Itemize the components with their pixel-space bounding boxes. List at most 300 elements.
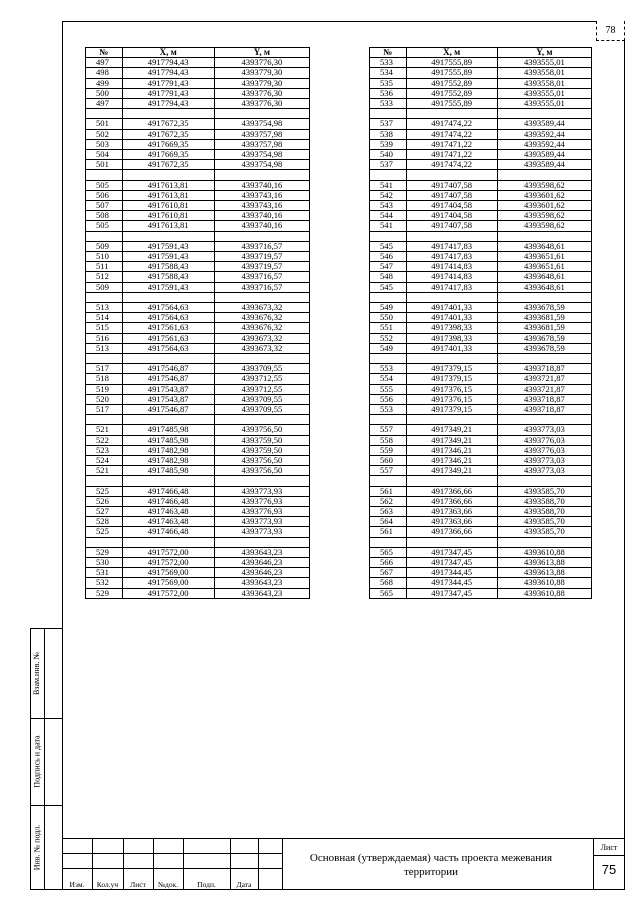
table-row — [86, 374, 310, 384]
y-coordinate: 4393588,70 — [497, 496, 591, 506]
y-coordinate: 4393759,50 — [214, 435, 309, 445]
y-coordinate: 4393718,87 — [497, 394, 591, 404]
table-row — [86, 150, 310, 160]
table-row — [86, 119, 310, 129]
point-number: 550 — [370, 313, 407, 323]
table-row — [370, 578, 592, 588]
point-number: 564 — [370, 517, 407, 527]
point-number: 512 — [86, 272, 123, 282]
x-coordinate: 4917572,00 — [122, 588, 214, 598]
x-coordinate: 4917463,48 — [122, 517, 214, 527]
y-coordinate: 4393740,16 — [214, 211, 309, 221]
sheet-label: Лист — [600, 843, 618, 852]
y-coordinate: 4393773,03 — [497, 425, 591, 435]
point-number: 535 — [370, 78, 407, 88]
point-number: 545 — [370, 282, 407, 292]
table-row — [370, 558, 592, 568]
x-coordinate: 4917474,22 — [406, 119, 497, 129]
point-number: 548 — [370, 272, 407, 282]
x-coordinate: 4917363,66 — [406, 507, 497, 517]
point-number: 545 — [370, 241, 407, 251]
point-number: 530 — [86, 558, 123, 568]
x-coordinate: 4917347,45 — [406, 547, 497, 557]
table-row — [370, 343, 592, 353]
y-coordinate: 4393779,30 — [214, 68, 309, 78]
group-spacer — [86, 170, 310, 180]
table-row — [370, 78, 592, 88]
x-coordinate: 4917588,43 — [122, 262, 214, 272]
table-row — [370, 323, 592, 333]
point-number: 541 — [370, 221, 407, 231]
point-number: 511 — [86, 262, 123, 272]
y-coordinate: 4393555,01 — [497, 58, 591, 68]
y-coordinate: 4393718,87 — [497, 364, 591, 374]
x-coordinate: 4917669,35 — [122, 150, 214, 160]
point-number: 559 — [370, 445, 407, 455]
group-spacer — [370, 476, 592, 486]
table-row — [370, 425, 592, 435]
point-number: 561 — [370, 486, 407, 496]
point-number: 524 — [86, 456, 123, 466]
x-coordinate: 4917466,48 — [122, 486, 214, 496]
table-row — [86, 201, 310, 211]
table-row — [86, 139, 310, 149]
y-coordinate: 4393613,88 — [497, 558, 591, 568]
x-coordinate: 4917485,98 — [122, 425, 214, 435]
table-row — [86, 282, 310, 292]
table-row — [370, 211, 592, 221]
y-coordinate: 4393756,50 — [214, 456, 309, 466]
x-coordinate: 4917543,87 — [122, 394, 214, 404]
table-row — [86, 303, 310, 313]
table-row — [370, 568, 592, 578]
x-coordinate: 4917366,66 — [406, 496, 497, 506]
x-coordinate: 4917546,87 — [122, 364, 214, 374]
point-number: 509 — [86, 241, 123, 251]
table-row — [370, 272, 592, 282]
point-number: 522 — [86, 435, 123, 445]
y-coordinate: 4393757,98 — [214, 129, 309, 139]
page-number-top: 78 — [596, 21, 625, 41]
y-coordinate: 4393678,59 — [497, 303, 591, 313]
y-coordinate: 4393681,59 — [497, 313, 591, 323]
group-spacer — [86, 109, 310, 119]
y-coordinate: 4393585,70 — [497, 527, 591, 537]
point-number: 567 — [370, 568, 407, 578]
x-coordinate: 4917346,21 — [406, 456, 497, 466]
y-coordinate: 4393589,44 — [497, 150, 591, 160]
point-number: 537 — [370, 119, 407, 129]
y-coordinate: 4393719,57 — [214, 262, 309, 272]
table-row — [86, 578, 310, 588]
table-row — [86, 323, 310, 333]
y-coordinate: 4393756,50 — [214, 466, 309, 476]
point-number: 529 — [86, 588, 123, 598]
point-number: 526 — [86, 496, 123, 506]
y-coordinate: 4393643,23 — [214, 588, 309, 598]
point-number: 543 — [370, 201, 407, 211]
x-coordinate: 4917474,22 — [406, 129, 497, 139]
point-number: 505 — [86, 180, 123, 190]
y-coordinate: 4393592,44 — [497, 139, 591, 149]
y-coordinate: 4393598,62 — [497, 211, 591, 221]
y-coordinate: 4393754,98 — [214, 160, 309, 170]
tb-label-data: Дата — [236, 880, 252, 889]
point-number: 501 — [86, 119, 123, 129]
table-row — [370, 129, 592, 139]
x-coordinate: 4917463,48 — [122, 507, 214, 517]
x-coordinate: 4917363,66 — [406, 517, 497, 527]
table-row — [370, 201, 592, 211]
point-number: 525 — [86, 486, 123, 496]
x-coordinate: 4917376,15 — [406, 384, 497, 394]
point-number: 541 — [370, 180, 407, 190]
table-row — [370, 139, 592, 149]
point-number: 508 — [86, 211, 123, 221]
point-number: 558 — [370, 435, 407, 445]
group-spacer — [86, 231, 310, 241]
y-coordinate: 4393555,01 — [497, 88, 591, 98]
x-coordinate: 4917398,33 — [406, 323, 497, 333]
x-coordinate: 4917349,21 — [406, 466, 497, 476]
table-row — [370, 241, 592, 251]
point-number: 547 — [370, 262, 407, 272]
table-row — [370, 588, 592, 598]
y-coordinate: 4393681,59 — [497, 323, 591, 333]
y-coordinate: 4393776,30 — [214, 99, 309, 109]
point-number: 553 — [370, 364, 407, 374]
point-number: 540 — [370, 150, 407, 160]
y-coordinate: 4393719,57 — [214, 252, 309, 262]
group-spacer — [370, 292, 592, 302]
table-row — [86, 435, 310, 445]
point-number: 560 — [370, 456, 407, 466]
document-title: Основная (утверждаемая) часть проекта межевания территории — [309, 852, 553, 878]
x-coordinate: 4917407,58 — [406, 180, 497, 190]
point-number: 505 — [86, 221, 123, 231]
y-coordinate: 4393585,70 — [497, 517, 591, 527]
table-row — [86, 68, 310, 78]
point-number: 534 — [370, 68, 407, 78]
x-coordinate: 4917791,43 — [122, 78, 214, 88]
y-coordinate: 4393759,50 — [214, 445, 309, 455]
x-coordinate: 4917794,43 — [122, 68, 214, 78]
x-coordinate: 4917344,45 — [406, 578, 497, 588]
point-number: 557 — [370, 466, 407, 476]
table-row — [86, 221, 310, 231]
group-spacer — [86, 415, 310, 425]
point-number: 549 — [370, 303, 407, 313]
x-coordinate: 4917791,43 — [122, 88, 214, 98]
y-coordinate: 4393721,87 — [497, 374, 591, 384]
table-row — [86, 394, 310, 404]
table-row — [86, 496, 310, 506]
point-number: 553 — [370, 405, 407, 415]
y-coordinate: 4393776,30 — [214, 88, 309, 98]
x-coordinate: 4917349,21 — [406, 435, 497, 445]
y-coordinate: 4393648,61 — [497, 272, 591, 282]
y-coordinate: 4393712,55 — [214, 374, 309, 384]
x-coordinate: 4917471,22 — [406, 150, 497, 160]
x-coordinate: 4917564,63 — [122, 303, 214, 313]
y-coordinate: 4393743,16 — [214, 190, 309, 200]
coordinates-table-right — [369, 47, 592, 599]
y-coordinate: 4393779,30 — [214, 78, 309, 88]
x-coordinate: 4917344,45 — [406, 568, 497, 578]
x-coordinate: 4917672,35 — [122, 160, 214, 170]
point-number: 510 — [86, 252, 123, 262]
tb-label-koluch: Кол.уч — [96, 880, 119, 889]
x-coordinate: 4917610,81 — [122, 201, 214, 211]
y-coordinate: 4393754,98 — [214, 150, 309, 160]
table-row — [370, 99, 592, 109]
point-number: 566 — [370, 558, 407, 568]
table-row — [86, 517, 310, 527]
table-row — [86, 211, 310, 221]
y-coordinate: 4393598,62 — [497, 180, 591, 190]
x-coordinate: 4917672,35 — [122, 119, 214, 129]
y-coordinate: 4393610,88 — [497, 578, 591, 588]
table-row — [86, 343, 310, 353]
x-coordinate: 4917417,83 — [406, 252, 497, 262]
x-coordinate: 4917404,58 — [406, 201, 497, 211]
point-number: 500 — [86, 88, 123, 98]
point-number: 514 — [86, 313, 123, 323]
x-coordinate: 4917417,83 — [406, 282, 497, 292]
y-coordinate: 4393712,55 — [214, 384, 309, 394]
y-coordinate: 4393601,62 — [497, 201, 591, 211]
y-coordinate: 4393648,61 — [497, 282, 591, 292]
table-row — [86, 486, 310, 496]
table-row — [370, 384, 592, 394]
point-number: 538 — [370, 129, 407, 139]
y-coordinate: 4393643,23 — [214, 578, 309, 588]
y-coordinate: 4393776,30 — [214, 58, 309, 68]
point-number: 529 — [86, 547, 123, 557]
y-coordinate: 4393773,93 — [214, 517, 309, 527]
table-row — [370, 405, 592, 415]
x-coordinate: 4917379,15 — [406, 364, 497, 374]
point-number: 533 — [370, 58, 407, 68]
header-num: № — [370, 48, 407, 58]
point-number: 518 — [86, 374, 123, 384]
table-row — [86, 262, 310, 272]
table-row — [370, 262, 592, 272]
x-coordinate: 4917591,43 — [122, 252, 214, 262]
x-coordinate: 4917672,35 — [122, 129, 214, 139]
x-coordinate: 4917572,00 — [122, 547, 214, 557]
y-coordinate: 4393673,32 — [214, 303, 309, 313]
x-coordinate: 4917588,43 — [122, 272, 214, 282]
table-row — [370, 507, 592, 517]
point-number: 531 — [86, 568, 123, 578]
table-row — [86, 558, 310, 568]
group-spacer — [370, 354, 592, 364]
y-coordinate: 4393716,57 — [214, 282, 309, 292]
point-number: 561 — [370, 527, 407, 537]
y-coordinate: 4393558,01 — [497, 78, 591, 88]
tb-label-list: Лист — [130, 880, 146, 889]
x-coordinate: 4917561,63 — [122, 323, 214, 333]
y-coordinate: 4393601,62 — [497, 190, 591, 200]
table-row — [370, 58, 592, 68]
table-row — [370, 435, 592, 445]
point-number: 499 — [86, 78, 123, 88]
table-row — [86, 384, 310, 394]
point-number: 549 — [370, 343, 407, 353]
table-row — [86, 180, 310, 190]
point-number: 565 — [370, 588, 407, 598]
point-number: 536 — [370, 88, 407, 98]
point-number: 509 — [86, 282, 123, 292]
y-coordinate: 4393718,87 — [497, 405, 591, 415]
tb-label-podp: Подп. — [197, 880, 216, 889]
y-coordinate: 4393776,03 — [497, 445, 591, 455]
table-row — [86, 588, 310, 598]
point-number: 503 — [86, 139, 123, 149]
point-number: 528 — [86, 517, 123, 527]
point-number: 568 — [370, 578, 407, 588]
table-row — [86, 160, 310, 170]
table-row — [370, 180, 592, 190]
table-row — [86, 78, 310, 88]
point-number: 521 — [86, 466, 123, 476]
y-coordinate: 4393648,61 — [497, 241, 591, 251]
y-coordinate: 4393709,55 — [214, 364, 309, 374]
x-coordinate: 4917569,00 — [122, 568, 214, 578]
y-coordinate: 4393651,61 — [497, 262, 591, 272]
x-coordinate: 4917794,43 — [122, 99, 214, 109]
point-number: 507 — [86, 201, 123, 211]
x-coordinate: 4917346,21 — [406, 445, 497, 455]
y-coordinate: 4393555,01 — [497, 99, 591, 109]
y-coordinate: 4393678,59 — [497, 333, 591, 343]
point-number: 544 — [370, 211, 407, 221]
table-row — [370, 313, 592, 323]
table-row — [370, 374, 592, 384]
y-coordinate: 4393592,44 — [497, 129, 591, 139]
x-coordinate: 4917552,89 — [406, 88, 497, 98]
y-coordinate: 4393716,57 — [214, 272, 309, 282]
point-number: 517 — [86, 364, 123, 374]
point-number: 525 — [86, 527, 123, 537]
x-coordinate: 4917569,00 — [122, 578, 214, 588]
point-number: 501 — [86, 160, 123, 170]
point-number: 504 — [86, 150, 123, 160]
point-number: 506 — [86, 190, 123, 200]
point-number: 513 — [86, 303, 123, 313]
table-row — [370, 486, 592, 496]
table-row — [370, 394, 592, 404]
x-coordinate: 4917794,43 — [122, 58, 214, 68]
x-coordinate: 4917564,63 — [122, 343, 214, 353]
y-coordinate: 4393613,88 — [497, 568, 591, 578]
y-coordinate: 4393776,03 — [497, 435, 591, 445]
point-number: 527 — [86, 507, 123, 517]
y-coordinate: 4393776,93 — [214, 496, 309, 506]
point-number: 497 — [86, 58, 123, 68]
table-row — [86, 364, 310, 374]
x-coordinate: 4917379,15 — [406, 405, 497, 415]
x-coordinate: 4917349,21 — [406, 425, 497, 435]
y-coordinate: 4393589,44 — [497, 160, 591, 170]
table-row — [370, 282, 592, 292]
x-coordinate: 4917610,81 — [122, 211, 214, 221]
table-row — [370, 150, 592, 160]
x-coordinate: 4917485,98 — [122, 466, 214, 476]
group-spacer — [370, 537, 592, 547]
x-coordinate: 4917591,43 — [122, 282, 214, 292]
point-number: 554 — [370, 374, 407, 384]
point-number: 551 — [370, 323, 407, 333]
y-coordinate: 4393673,32 — [214, 333, 309, 343]
x-coordinate: 4917407,58 — [406, 190, 497, 200]
y-coordinate: 4393740,16 — [214, 221, 309, 231]
table-row — [86, 58, 310, 68]
y-coordinate: 4393585,70 — [497, 486, 591, 496]
x-coordinate: 4917482,98 — [122, 456, 214, 466]
point-number: 519 — [86, 384, 123, 394]
x-coordinate: 4917414,83 — [406, 272, 497, 282]
x-coordinate: 4917417,83 — [406, 241, 497, 251]
table-row — [370, 547, 592, 557]
y-coordinate: 4393721,87 — [497, 384, 591, 394]
x-coordinate: 4917466,48 — [122, 496, 214, 506]
x-coordinate: 4917555,89 — [406, 58, 497, 68]
header-y: Y, м — [497, 48, 591, 58]
point-number: 521 — [86, 425, 123, 435]
table-row — [86, 456, 310, 466]
point-number: 533 — [370, 99, 407, 109]
group-spacer — [370, 231, 592, 241]
title-block — [62, 838, 625, 890]
tb-label-izm: Изм. — [69, 880, 85, 889]
x-coordinate: 4917613,81 — [122, 180, 214, 190]
side-stamp-inner — [44, 628, 62, 890]
y-coordinate: 4393610,88 — [497, 547, 591, 557]
x-coordinate: 4917546,87 — [122, 405, 214, 415]
y-coordinate: 4393678,59 — [497, 343, 591, 353]
point-number: 517 — [86, 405, 123, 415]
tb-label-ndoc: №док. — [157, 880, 179, 889]
group-spacer — [86, 476, 310, 486]
table-row — [86, 568, 310, 578]
y-coordinate: 4393676,32 — [214, 323, 309, 333]
x-coordinate: 4917398,33 — [406, 333, 497, 343]
point-number: 552 — [370, 333, 407, 343]
point-number: 555 — [370, 384, 407, 394]
table-row — [86, 88, 310, 98]
table-row — [86, 272, 310, 282]
table-row — [86, 313, 310, 323]
x-coordinate: 4917555,89 — [406, 68, 497, 78]
point-number: 516 — [86, 333, 123, 343]
y-coordinate: 4393676,32 — [214, 313, 309, 323]
x-coordinate: 4917546,87 — [122, 374, 214, 384]
y-coordinate: 4393673,32 — [214, 343, 309, 353]
y-coordinate: 4393588,70 — [497, 507, 591, 517]
table-row — [86, 129, 310, 139]
x-coordinate: 4917561,63 — [122, 333, 214, 343]
group-spacer — [86, 354, 310, 364]
table-row — [86, 252, 310, 262]
y-coordinate: 4393773,03 — [497, 466, 591, 476]
x-coordinate: 4917591,43 — [122, 241, 214, 251]
x-coordinate: 4917407,58 — [406, 221, 497, 231]
table-row — [370, 221, 592, 231]
x-coordinate: 4917485,98 — [122, 435, 214, 445]
x-coordinate: 4917347,45 — [406, 588, 497, 598]
